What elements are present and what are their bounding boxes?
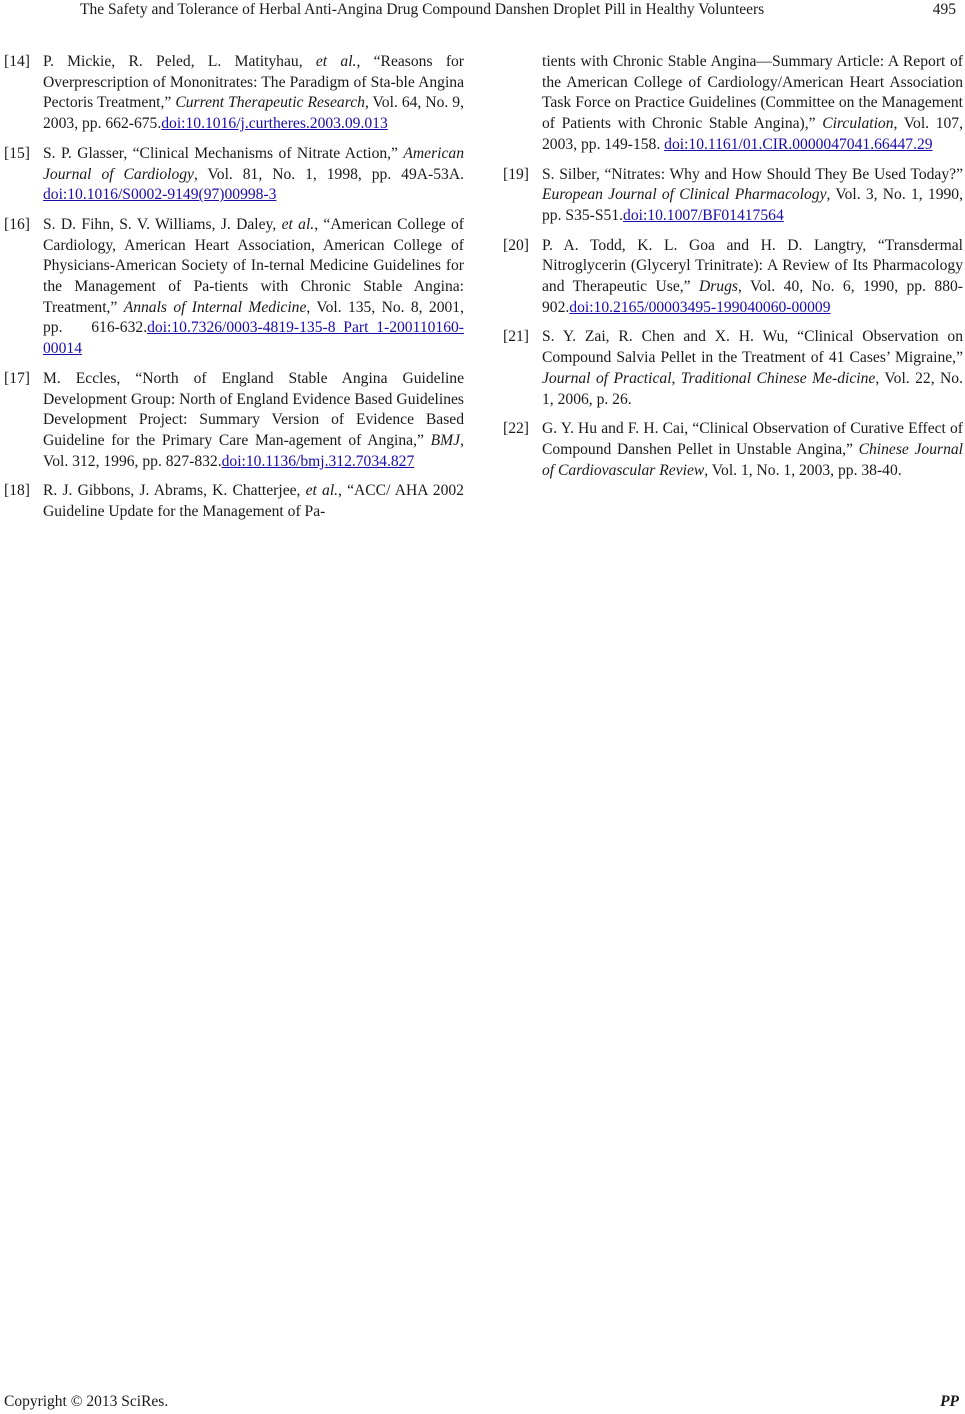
reference-text (542, 165, 963, 227)
ref-details: , Vol. 107, 2003, pp. 149-158. (542, 115, 963, 153)
reference-text (43, 369, 464, 473)
ref-etal: et al. (281, 215, 315, 233)
reference-text (43, 215, 464, 360)
reference-20 (503, 236, 963, 319)
ref-details: , Vol. 3, No. 1, 1990, pp. S35-S51. (542, 186, 963, 224)
references-right-column (503, 52, 963, 490)
doi-link[interactable]: doi:10.2165/00003495-199040060-00009 (569, 298, 831, 316)
reference-number: [18] (4, 482, 30, 500)
ref-authors: R. J. Gibbons, J. Abrams, K. Chatterjee, (43, 482, 306, 500)
ref-authors: S. P. Glasser, “Clinical Mechanisms of Nitrate Action,” (43, 144, 404, 162)
page-header (0, 0, 965, 22)
ref-details: , Vol. 1, No. 1, 2003, pp. 38-40. (704, 461, 902, 479)
doi-link[interactable]: doi:10.7326/0003-4819-135-8_Part_1-200110160-00014 (43, 319, 464, 358)
ref-details: , Vol. 64, No. 9, 2003, pp. 662-675. (43, 94, 464, 133)
reference-number: [16] (4, 215, 30, 233)
reference-text (43, 52, 464, 135)
ref-authors-title: P. A. Todd, K. L. Goa and H. D. Langtry, “Transdermal Nitroglycerin (Glyceryl Trinitrate): A Review of Its Pharmacology and Therapeutic Use,” (542, 236, 963, 296)
ref-title: , “Reasons for Overprescription of Mononitrates: The Paradigm of Sta-ble Angina Pectoris Treatment,” (43, 53, 464, 112)
ref-details: , Vol. 81, No. 1, 1998, pp. 49A-53A. (193, 165, 464, 183)
journal-abbreviation: PP (940, 1393, 959, 1410)
ref-journal: Current Therapeutic Research (175, 94, 365, 112)
reference-18 (4, 481, 464, 522)
ref-details: , Vol. 40, No. 6, 1990, pp. 880-902. (542, 278, 963, 316)
reference-16 (4, 215, 464, 360)
reference-number: [15] (4, 144, 30, 162)
ref-journal: Journal of Practical (542, 369, 672, 387)
doi-link[interactable]: doi:10.1007/BF01417564 (623, 206, 784, 224)
reference-text (43, 481, 464, 522)
running-title: The Safety and Tolerance of Herbal Anti-Angina Drug Compound Danshen Droplet Pill in Healthy Volunteers (80, 1, 765, 18)
reference-19 (503, 165, 963, 227)
reference-number: [22] (503, 420, 529, 438)
reference-number: [19] (503, 165, 529, 183)
doi-link[interactable]: doi:10.1016/S0002-9149(97)00998-3 (43, 186, 277, 204)
ref-title: , “American College of Cardiology, American Heart Association, American College of Physicians-American Society of In-ternal Medicine Guidelines for the Management of Pa-tients with Chronic Stable Angina: Treatment,” (43, 215, 464, 316)
ref-title: , “ACC/ AHA 2002 Guideline Update for the Management of Pa- (43, 482, 464, 521)
reference-14 (4, 52, 464, 135)
reference-text (542, 419, 963, 481)
reference-text (43, 144, 464, 206)
ref-details: , Vol. 22, No. 1, 2006, p. 26. (542, 369, 963, 408)
reference-21 (503, 327, 963, 410)
reference-number: [17] (4, 369, 30, 387)
reference-number: [14] (4, 53, 30, 70)
doi-link[interactable]: doi:10.1016/j.curtheres.2003.09.013 (161, 115, 388, 133)
ref-title: tients with Chronic Stable Angina—Summary Article: A Report of the American College of Cardiology/American Heart Association Task Force on Practice Guidelines (Committee on the Management of Patients with Chronic Stable Angina),” (542, 53, 963, 133)
ref-journal: Chinese Journal of Cardiovascular Review (542, 440, 963, 479)
ref-details: , Vol. 135, No. 8, 2001, pp. 616-632. (43, 298, 464, 337)
ref-journal: American Journal of Cardiology (43, 144, 464, 183)
ref-separator: , (671, 369, 681, 387)
reference-text (542, 327, 963, 410)
reference-number: [20] (503, 236, 529, 254)
ref-details: , Vol. 312, 1996, pp. 827-832. (43, 431, 464, 470)
reference-text (542, 52, 963, 156)
reference-22 (503, 419, 963, 481)
page-footer (0, 1393, 965, 1413)
doi-link[interactable]: doi:10.1161/01.CIR.0000047041.66447.29 (664, 135, 933, 153)
references-left-column (4, 52, 464, 532)
ref-journal: Circulation (822, 115, 894, 133)
reference-17 (4, 369, 464, 473)
ref-etal: et al. (315, 53, 357, 70)
ref-authors-title: S. Silber, “Nitrates: Why and How Should They Be Used Today?” (542, 165, 963, 183)
ref-journal: Annals of Internal Medicine (123, 298, 307, 316)
copyright-notice: Copyright © 2013 SciRes. (4, 1393, 169, 1410)
ref-journal: European Journal of Clinical Pharmacology (542, 186, 827, 204)
reference-18-continuation (503, 52, 963, 156)
ref-authors: P. Mickie, R. Peled, L. Matityhau, (43, 53, 316, 70)
reference-15 (4, 144, 464, 206)
ref-authors-title: M. Eccles, “North of England Stable Angina Guideline Development Group: North of England Evidence Based Guidelines Development Project: Summary Version of Evidence Based Guideline for the Primary Care Man-agement of Angina,” (43, 369, 464, 449)
ref-authors-title: S. Y. Zai, R. Chen and X. H. Wu, “Clinical Observation on Compound Salvia Pellet in the Treatment of 41 Cases’ Migraine,” (542, 328, 963, 367)
ref-journal: BMJ (430, 431, 461, 449)
reference-number: [21] (503, 328, 529, 346)
doi-link[interactable]: doi:10.1136/bmj.312.7034.827 (221, 452, 415, 470)
ref-journal-cont: Traditional Chinese Me-dicine (680, 369, 876, 387)
ref-journal: Drugs (698, 278, 738, 296)
ref-etal: et al. (305, 482, 339, 500)
reference-text (542, 236, 963, 319)
ref-authors: S. D. Fihn, S. V. Williams, J. Daley, (43, 215, 282, 233)
page-number: 495 (932, 1, 956, 18)
ref-authors-title: G. Y. Hu and F. H. Cai, “Clinical Observation of Curative Effect of Compound Danshen Pellet in Unstable Angina,” (542, 420, 963, 458)
